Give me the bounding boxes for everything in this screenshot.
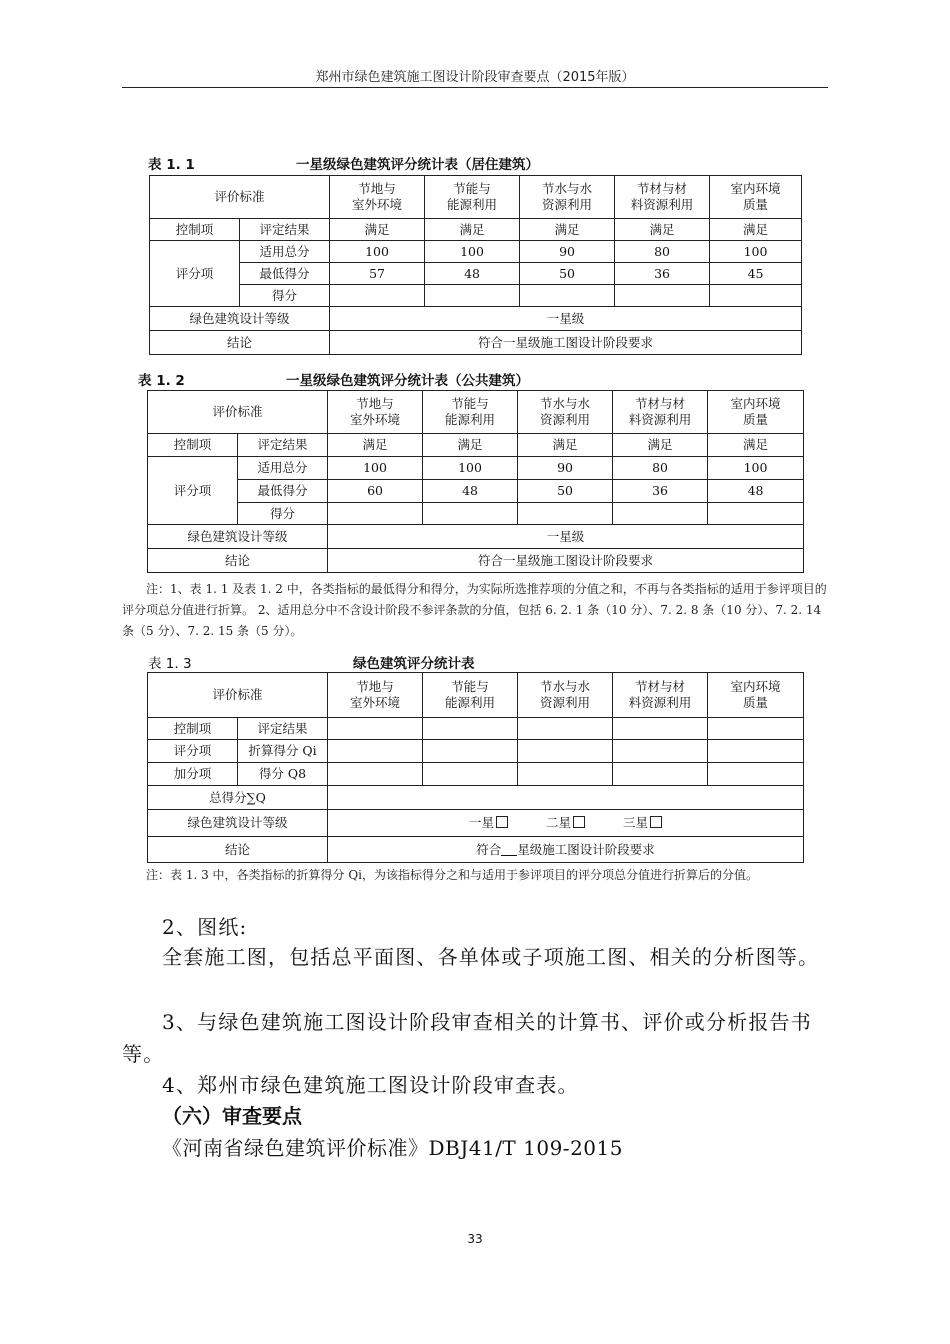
empty-cell [613,763,708,786]
col-header-line: 质量 [743,412,769,427]
got-value [425,285,520,307]
conclusion-label: 结论 [150,331,330,355]
empty-cell [518,718,613,740]
col-header-line: 料资源利用 [628,695,692,710]
conclusion-label: 结论 [148,837,328,863]
table1-title: 一星级绿色建筑评分统计表（居住建筑） [296,157,539,173]
min-value: 48 [423,480,518,503]
col-header-line: 节水与水 [540,679,591,694]
col-header-line: 能源利用 [447,197,498,212]
grade-value: 一星级 [328,525,804,549]
empty-cell [708,763,804,786]
conclusion-suffix: 星级施工图设计阶段要求 [517,841,655,857]
col-header-line: 节地与 [358,181,396,196]
min-value: 50 [518,480,613,503]
col-header-line: 资源利用 [540,412,591,427]
item3-text: 3、与绿色建筑施工图设计阶段审查相关的计算书、评价或分析报告书等。 [122,1010,812,1066]
col-header [710,176,802,219]
item4-text: 4、郑州市绿色建筑施工图设计阶段审查表。 [162,1073,579,1097]
table3-caption [148,652,475,672]
col-header-line: 料资源利用 [628,412,692,427]
min-value: 60 [328,480,423,503]
table3-number: 表 1. 3 [148,656,192,672]
col-header [613,391,708,434]
table-note-1: 注：1、表 1. 1 及表 1. 2 中，各类指标的最低得分和得分，为实际所选推荐项的分值之和，不再与各类指标的适用于参评项目的评分项总分值进行折算。 2、适用总分中不含设计阶段不参评条款的分值，包括 6. 2. 1 条（10 分）、7. 2. 8 条（10 分）、7. 2. 14 条（5 分）、7. 2. 15 条（5 分）。 [122,582,827,638]
control-value: 满足 [423,434,518,457]
min-label: 最低得分 [238,480,328,503]
col-header [613,673,708,718]
grade-label: 绿色建筑设计等级 [150,307,330,331]
empty-cell [613,718,708,740]
applicable-label: 适用总分 [240,241,330,263]
control-value: 满足 [710,219,802,241]
min-value: 36 [615,263,710,285]
conclusion-label: 结论 [148,549,328,573]
grade-options [328,810,804,837]
empty-cell [328,740,423,763]
got-value [708,503,804,525]
applicable-label: 适用总分 [238,457,328,480]
control-value: 满足 [708,434,804,457]
grade-value: 一星级 [330,307,802,331]
got-value [328,503,423,525]
grade-one: 一星 [469,815,495,830]
min-value: 57 [330,263,425,285]
grade-label: 绿色建筑设计等级 [148,810,328,837]
table3 [147,672,804,863]
col-header-line: 节能与 [451,679,489,694]
col-header-line: 节材与材 [635,679,686,694]
col-header-line: 节水与水 [542,181,593,196]
got-value [423,503,518,525]
col-header-line: 质量 [743,695,769,710]
col-header [423,391,518,434]
total-label: 总得分∑Q [148,786,328,810]
score-label: 评分项 [150,241,240,307]
page-number: 33 [467,1232,483,1246]
col-header-line: 节材与材 [637,181,688,196]
got-value [615,285,710,307]
col-header [423,673,518,718]
control-label: 控制项 [148,718,238,740]
control-value: 满足 [615,219,710,241]
table-note-2: 注：表 1. 3 中，各类指标的折算得分 Qi，为该指标得分之和与适用于参评项目的评分项总分值进行折算后的分值。 [146,868,759,882]
applicable-value: 100 [708,457,804,480]
table2-title: 一星级绿色建筑评分统计表（公共建筑） [286,373,529,389]
min-value: 48 [708,480,804,503]
got-value [613,503,708,525]
col-header [425,176,520,219]
col-header-line: 节地与 [356,396,394,411]
grade-label: 绿色建筑设计等级 [148,525,328,549]
applicable-value: 100 [425,241,520,263]
col-header-line: 节能与 [451,396,489,411]
got-value [710,285,802,307]
conclusion-value [328,837,804,863]
col-header-line: 资源利用 [542,197,593,212]
empty-cell [328,763,423,786]
min-value: 48 [425,263,520,285]
col-header [330,176,425,219]
col-header [708,673,804,718]
applicable-value: 80 [613,457,708,480]
table1-number: 表 1. 1 [148,157,195,173]
empty-cell [708,740,804,763]
col-header-line: 室外环境 [350,412,401,427]
col-header-line: 室内环境 [730,181,781,196]
item2-text: 全套施工图，包括总平面图、各单体或子项施工图、相关的分析图等。 [162,945,820,969]
col-header [520,176,615,219]
score-label: 评分项 [148,457,238,525]
col-header-line: 节水与水 [540,396,591,411]
got-value [518,503,613,525]
col-header-line: 节能与 [453,181,491,196]
control-value: 满足 [520,219,615,241]
empty-cell [518,763,613,786]
control-value: 满足 [328,434,423,457]
applicable-value: 80 [615,241,710,263]
bonus-score-label: 得分 Q8 [238,763,328,786]
grade-one-checkbox[interactable] [496,816,508,828]
bonus-label: 加分项 [148,763,238,786]
col-header-line: 质量 [743,197,769,212]
table1-caption [148,153,539,173]
standard-reference: 《河南省绿色建筑评价标准》DBJ41/T 109-2015 [162,1136,623,1160]
section6-title: （六）审查要点 [162,1104,302,1128]
control-label: 控制项 [150,219,240,241]
col-header [328,673,423,718]
min-value: 36 [613,480,708,503]
applicable-value: 100 [423,457,518,480]
criteria-label: 评价标准 [150,176,330,219]
applicable-value: 100 [330,241,425,263]
col-header [328,391,423,434]
col-header [518,673,613,718]
control-value: 满足 [425,219,520,241]
min-label: 最低得分 [240,263,330,285]
empty-cell [423,763,518,786]
table3-title: 绿色建筑评分统计表 [353,656,475,672]
col-header [518,391,613,434]
conclusion-blank[interactable] [501,843,517,856]
applicable-value: 100 [710,241,802,263]
criteria-label: 评价标准 [148,391,328,434]
got-label: 得分 [240,285,330,307]
page-header: 郑州市绿色建筑施工图设计阶段审查要点（2015年版） [315,70,635,85]
control-value: 满足 [518,434,613,457]
col-header-line: 料资源利用 [630,197,694,212]
got-value [520,285,615,307]
col-header-line: 节材与材 [635,396,686,411]
empty-cell [328,786,804,810]
table2 [147,390,804,573]
empty-cell [328,718,423,740]
got-value [330,285,425,307]
criteria-label: 评价标准 [148,673,328,718]
conclusion-prefix: 符合 [476,841,502,857]
col-header-line: 节地与 [356,679,394,694]
control-value: 满足 [330,219,425,241]
grade-two-checkbox[interactable] [573,816,585,828]
min-value: 45 [710,263,802,285]
min-value: 50 [520,263,615,285]
col-header-line: 资源利用 [540,695,591,710]
col-header-line: 能源利用 [445,412,496,427]
col-header-line: 室内环境 [730,396,781,411]
applicable-value: 90 [518,457,613,480]
result-label: 评定结果 [240,219,330,241]
table1 [149,175,802,355]
empty-cell [423,718,518,740]
empty-cell [423,740,518,763]
result-label: 评定结果 [238,718,328,740]
empty-cell [613,740,708,763]
col-header [708,391,804,434]
item2-title: 2、图纸: [162,915,248,939]
grade-three: 三星 [622,815,648,830]
table2-number: 表 1. 2 [138,373,185,389]
grade-two: 二星 [546,815,572,830]
empty-cell [518,740,613,763]
result-label: 评定结果 [238,434,328,457]
applicable-value: 100 [328,457,423,480]
control-value: 满足 [613,434,708,457]
col-header-line: 室外环境 [350,695,401,710]
empty-cell [708,718,804,740]
conclusion-value: 符合一星级施工图设计阶段要求 [330,331,802,355]
score-label: 评分项 [148,740,238,763]
col-header-line: 能源利用 [445,695,496,710]
conclusion-value: 符合一星级施工图设计阶段要求 [328,549,804,573]
header-divider [122,87,828,88]
control-label: 控制项 [148,434,238,457]
applicable-value: 90 [520,241,615,263]
col-header-line: 室外环境 [352,197,403,212]
got-label: 得分 [238,503,328,525]
table2-caption [138,369,529,389]
col-header [615,176,710,219]
col-header-line: 室内环境 [730,679,781,694]
grade-three-checkbox[interactable] [650,816,662,828]
converted-label: 折算得分 Qi [238,740,328,763]
